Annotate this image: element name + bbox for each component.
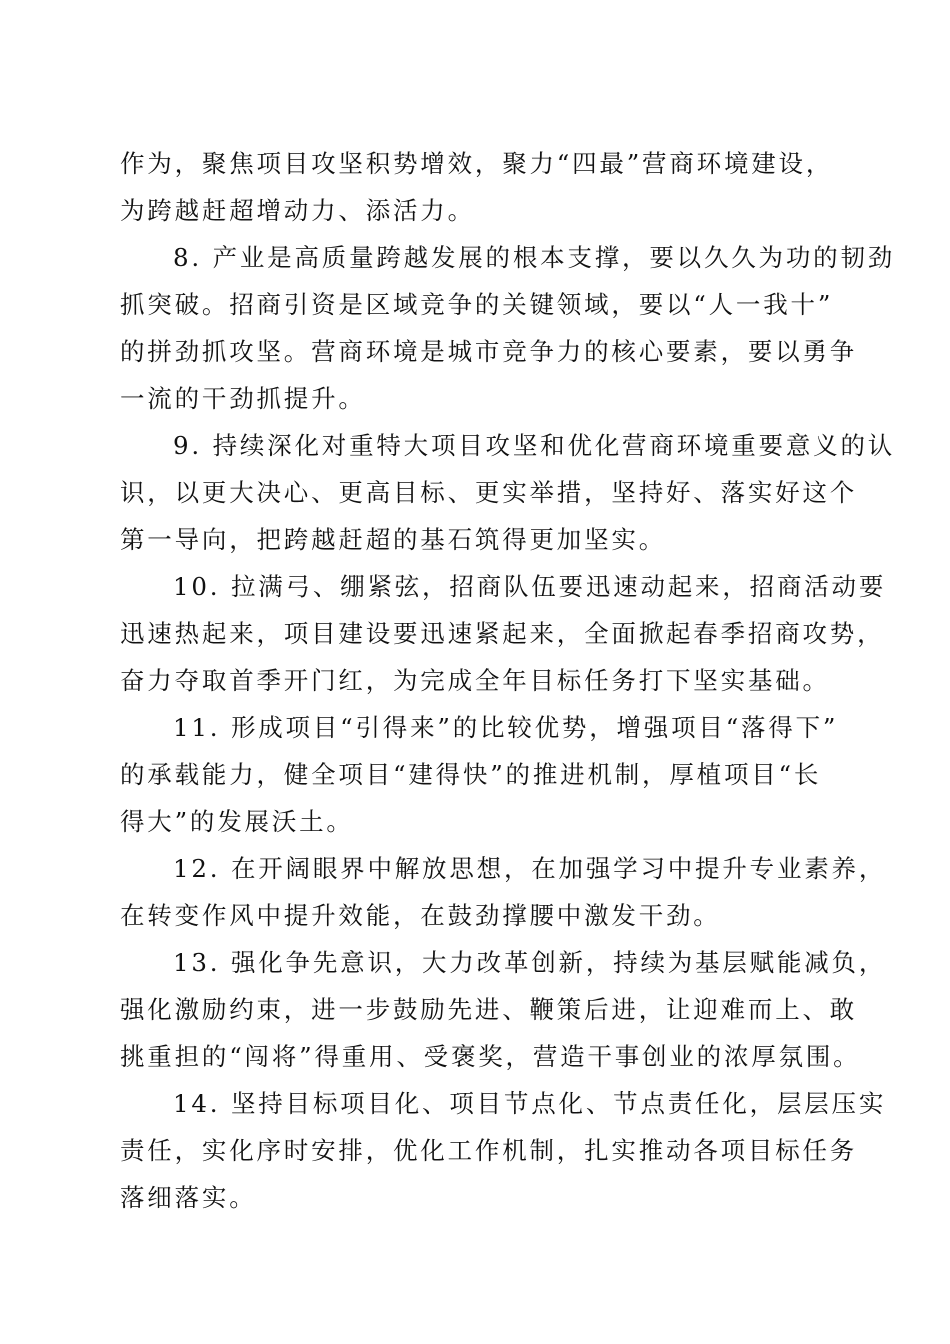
text-line: 作为，聚焦项目攻坚积势增效，聚力“四最”营商环境建设， bbox=[120, 149, 834, 178]
text-line: 识，以更大决心、更高目标、更实举措，坚持好、落实好这个 bbox=[120, 478, 858, 507]
text-line: 8. 产业是高质量跨越发展的根本支撑，要以久久为功的韧劲 bbox=[173, 243, 896, 272]
text-line: 的承载能力，健全项目“建得快”的推进机制，厚植项目“长 bbox=[120, 760, 822, 789]
paragraph-14 bbox=[120, 1080, 887, 1221]
paragraph-10 bbox=[120, 563, 887, 704]
text-line: 为跨越赶超增动力、添活力。 bbox=[120, 196, 475, 225]
text-line: 抓突破。招商引资是区域竞争的关键领域，要以“人一我十” bbox=[120, 290, 834, 319]
paragraph-continuation bbox=[120, 140, 834, 234]
text-line: 11. 形成项目“引得来”的比较优势，增强项目“落得下” bbox=[173, 713, 839, 742]
text-line: 10. 拉满弓、绷紧弦，招商队伍要迅速动起来，招商活动要 bbox=[173, 572, 887, 601]
text-line: 得大”的发展沃土。 bbox=[120, 807, 354, 836]
paragraph-8 bbox=[120, 234, 896, 422]
text-line: 落细落实。 bbox=[120, 1183, 257, 1212]
text-line: 的拼劲抓攻坚。营商环境是城市竞争力的核心要素，要以勇争 bbox=[120, 337, 858, 366]
paragraph-12 bbox=[120, 845, 887, 939]
text-line: 挑重担的“闯将”得重用、受褒奖，营造干事创业的浓厚氛围。 bbox=[120, 1042, 861, 1071]
text-line: 迅速热起来，项目建设要迅速紧起来，全面掀起春季招商攻势， bbox=[120, 619, 885, 648]
document-body bbox=[120, 140, 896, 1221]
text-line: 第一导向，把跨越赶超的基石筑得更加坚实。 bbox=[120, 525, 666, 554]
text-line: 一流的干劲抓提升。 bbox=[120, 384, 366, 413]
text-line: 在转变作风中提升效能，在鼓劲撑腰中激发干劲。 bbox=[120, 901, 721, 930]
paragraph-13 bbox=[120, 939, 887, 1080]
text-line: 奋力夺取首季开门红，为完成全年目标任务打下坚实基础。 bbox=[120, 666, 830, 695]
text-line: 12. 在开阔眼界中解放思想，在加强学习中提升专业素养， bbox=[173, 854, 887, 883]
text-line: 责任，实化序时安排，优化工作机制，扎实推动各项目标任务 bbox=[120, 1136, 858, 1165]
text-line: 强化激励约束，进一步鼓励先进、鞭策后进，让迎难而上、敢 bbox=[120, 995, 858, 1024]
paragraph-11 bbox=[120, 704, 839, 845]
text-line: 13. 强化争先意识，大力改革创新，持续为基层赋能减负， bbox=[173, 948, 887, 977]
text-line: 14. 坚持目标项目化、项目节点化、节点责任化，层层压实 bbox=[173, 1089, 887, 1118]
text-line: 9. 持续深化对重特大项目攻坚和优化营商环境重要意义的认 bbox=[173, 431, 896, 460]
paragraph-9 bbox=[120, 422, 896, 563]
